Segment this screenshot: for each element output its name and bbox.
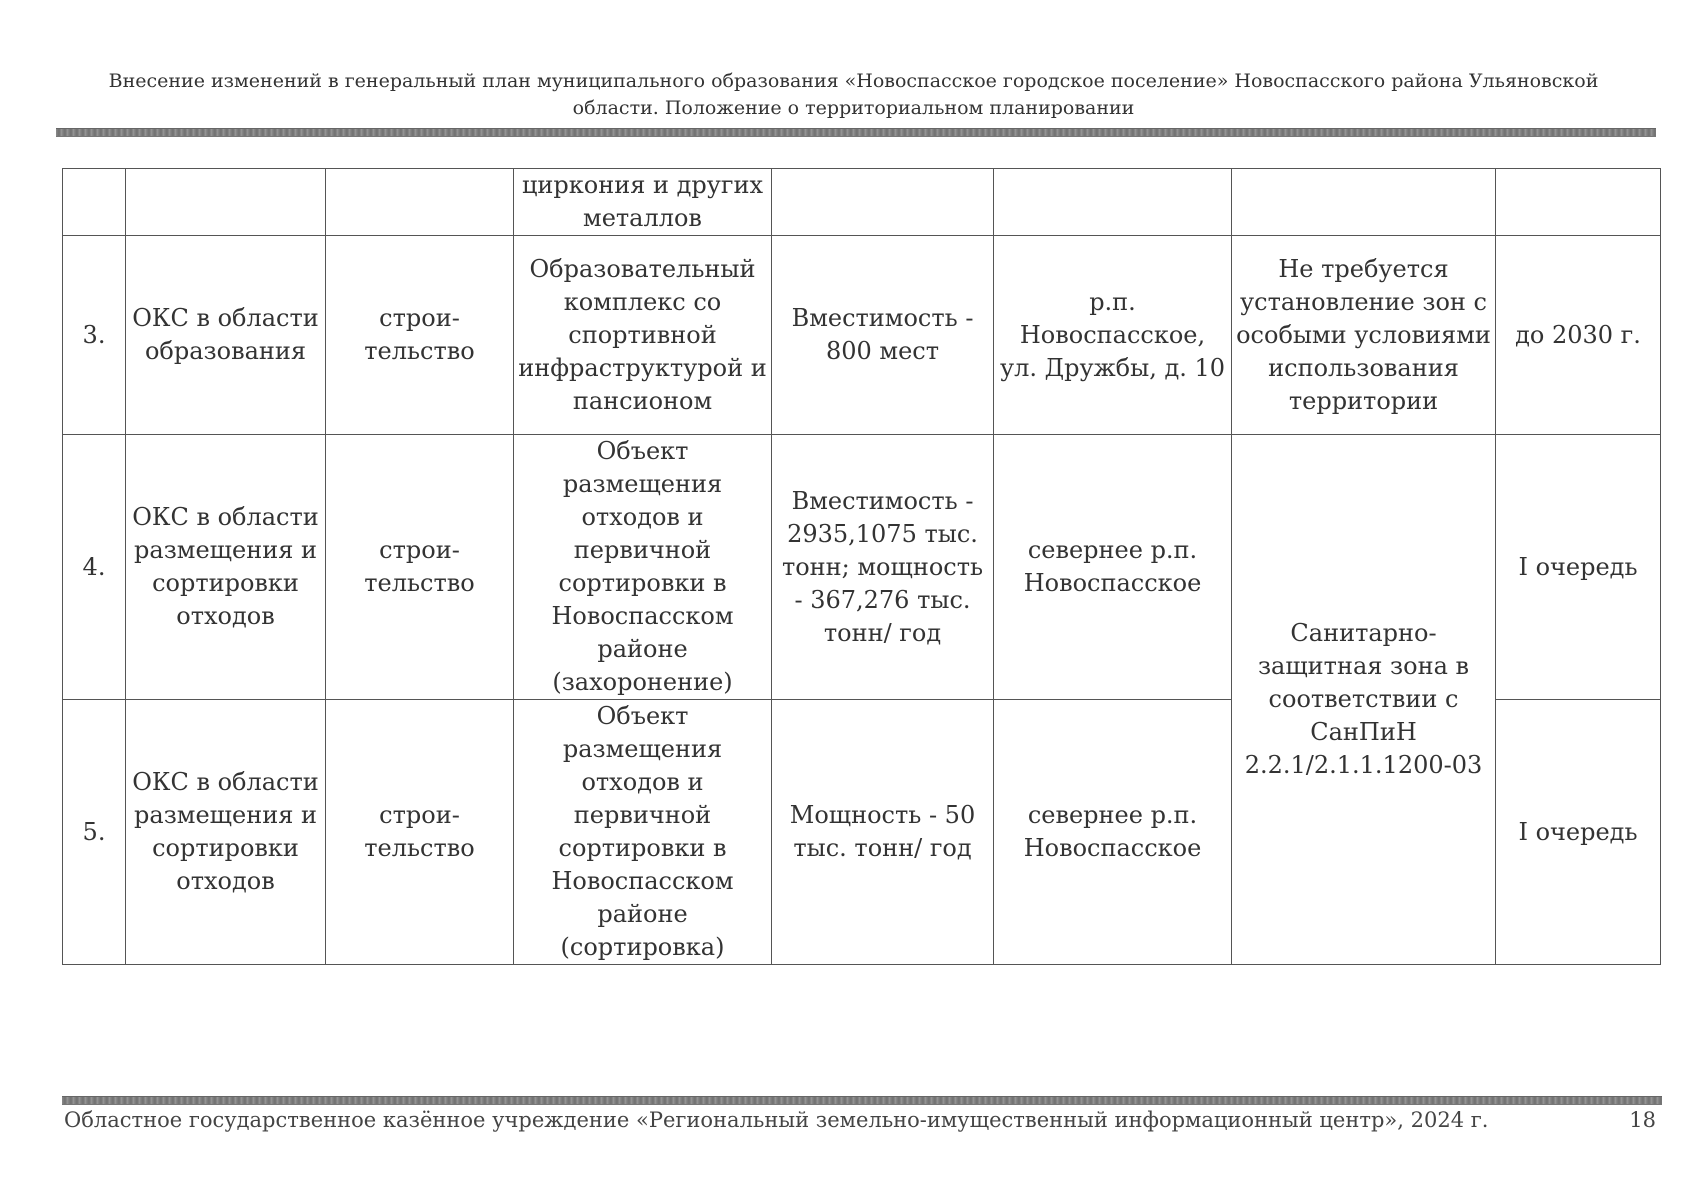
cell-action: строи-тельство: [326, 700, 514, 965]
footer-organization: Областное государственное казённое учреждение «Региональный земельно-имущественный информационный центр», 2024 г.: [64, 1108, 1489, 1132]
planning-table: [62, 168, 1661, 965]
table-row: [63, 435, 1661, 700]
cell-location: севернее р.п. Новоспасское: [994, 700, 1232, 965]
cell-location: [994, 169, 1232, 236]
cell-type: ОКС в области образования: [126, 236, 326, 435]
cell-num: 3.: [63, 236, 126, 435]
cell-purpose: циркония и других металлов: [514, 169, 772, 236]
cell-location: севернее р.п. Новоспасское: [994, 435, 1232, 700]
cell-num: [63, 169, 126, 236]
header-rule: [56, 128, 1656, 137]
cell-term: I очередь: [1496, 700, 1661, 965]
header-line-1: Внесение изменений в генеральный план муниципального образования «Новоспасское городское поселение» Новоспасского района Ульяновской: [108, 70, 1599, 92]
cell-term: до 2030 г.: [1496, 236, 1661, 435]
document-header: [56, 68, 1651, 122]
header-line-2: области. Положение о территориальном планировании: [572, 97, 1135, 119]
footer-rule: [62, 1096, 1662, 1105]
cell-num: 4.: [63, 435, 126, 700]
cell-num: 5.: [63, 700, 126, 965]
table-row: [63, 236, 1661, 435]
cell-action: строи-тельство: [326, 236, 514, 435]
cell-capacity: Вместимость - 2935,1075 тыс. тонн; мощность - 367,276 тыс. тонн/ год: [772, 435, 994, 700]
cell-zone-merged: Санитарно-защитная зона в соответствии с СанПиН 2.2.1/2.1.1.1200-03: [1232, 435, 1496, 965]
cell-term: [1496, 169, 1661, 236]
cell-zone: [1232, 169, 1496, 236]
cell-action: [326, 169, 514, 236]
page-number: 18: [1629, 1108, 1656, 1132]
cell-type: ОКС в области размещения и сортировки отходов: [126, 435, 326, 700]
cell-purpose: Образовательный комплекс со спортивной инфраструктурой и пансионом: [514, 236, 772, 435]
cell-capacity: [772, 169, 994, 236]
cell-capacity: Мощность - 50 тыс. тонн/ год: [772, 700, 994, 965]
cell-type: [126, 169, 326, 236]
cell-purpose: Объект размещения отходов и первичной сортировки в Новоспасском районе (захоронение): [514, 435, 772, 700]
cell-term: I очередь: [1496, 435, 1661, 700]
table-row-continuation: [63, 169, 1661, 236]
cell-capacity: Вместимость - 800 мест: [772, 236, 994, 435]
cell-zone: Не требуется установление зон с особыми условиями использования территории: [1232, 236, 1496, 435]
cell-action: строи-тельство: [326, 435, 514, 700]
cell-location: р.п. Новоспасское, ул. Дружбы, д. 10: [994, 236, 1232, 435]
cell-type: ОКС в области размещения и сортировки отходов: [126, 700, 326, 965]
cell-purpose: Объект размещения отходов и первичной сортировки в Новоспасском районе (сортировка): [514, 700, 772, 965]
